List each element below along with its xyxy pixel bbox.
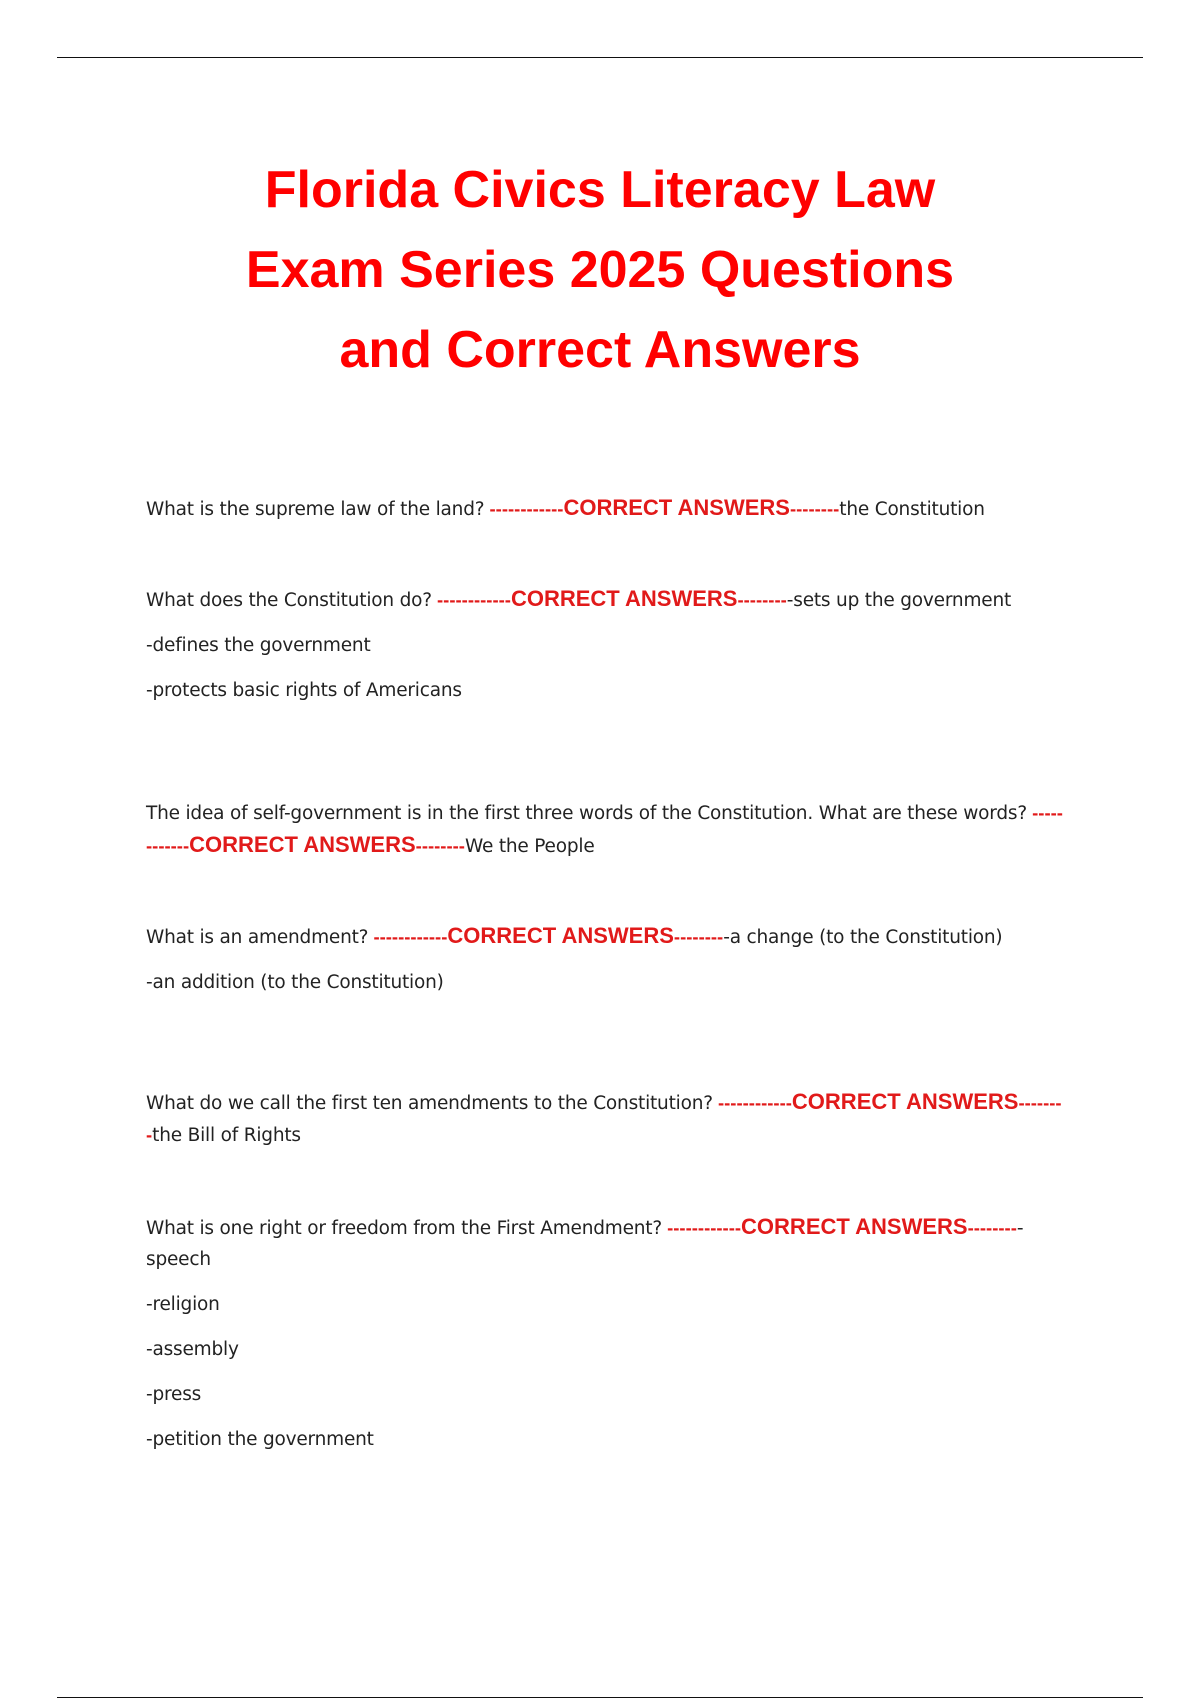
title-line: Exam Series 2025 Questions (245, 241, 955, 299)
answer-extra-line: -religion (146, 1294, 220, 1315)
question-text: What is the supreme law of the land? (146, 499, 485, 520)
answer-text: We the People (464, 836, 595, 857)
qa-question-line (146, 797, 1064, 862)
separator-dashes: ------------ (146, 802, 1063, 856)
separator-dashes: -------- (415, 835, 465, 856)
question-text: What do we call the first ten amendments to the Constitution? (146, 1093, 713, 1114)
question-text: What is one right or freedom from the First Amendment? (146, 1218, 662, 1239)
answer-extra-line: -protects basic rights of Americans (146, 680, 462, 701)
qa-question-line (146, 492, 1064, 525)
qa-item-4 (146, 920, 1064, 1012)
top-rule (57, 57, 1143, 58)
answer-text: -speech (146, 1218, 1024, 1270)
answer-text: -a change (to the Constitution) (723, 927, 1003, 948)
question-text: What does the Constitution do? (146, 590, 432, 611)
correct-answers-marker: CORRECT ANSWERS (791, 1089, 1019, 1114)
answer-extra-line: -press (146, 1384, 202, 1405)
answer-extra-line: -petition the government (146, 1429, 374, 1450)
qa-question-line (146, 1211, 1064, 1275)
qa-item-3 (146, 797, 1064, 876)
qa-item-5 (146, 1086, 1064, 1165)
separator-dashes: ------------ (661, 1217, 742, 1238)
answer-extra-line: -an addition (to the Constitution) (146, 972, 444, 993)
correct-answers-marker: CORRECT ANSWERS (563, 495, 790, 520)
answer-text: the Constitution (839, 499, 985, 520)
title-line: Florida Civics Literacy Law (264, 161, 936, 219)
correct-answers-marker: CORRECT ANSWERS (741, 1214, 968, 1239)
qa-question-line (146, 583, 1064, 616)
separator-dashes: ------------ (712, 1092, 792, 1113)
separator-dashes: -------- (673, 926, 724, 947)
correct-answers-marker: CORRECT ANSWERS (189, 832, 416, 857)
question-text: The idea of self-government is in the first three words of the Constitution. What are these words? (146, 803, 1027, 824)
qa-item-1 (146, 492, 1064, 539)
qa-item-2 (146, 583, 1064, 720)
separator-dashes: ------------ (431, 589, 511, 610)
answer-extra-line: -defines the government (146, 635, 371, 656)
answer-text: the Bill of Rights (152, 1125, 301, 1146)
title-line: and Correct Answers (339, 321, 861, 379)
document-title (0, 150, 1200, 390)
separator-dashes: -------- (967, 1217, 1017, 1238)
separator-dashes: ------------ (484, 498, 564, 519)
separator-dashes: -------- (789, 498, 840, 519)
question-text: What is an amendment? (146, 927, 369, 948)
qa-question-line (146, 1086, 1064, 1151)
correct-answers-marker: CORRECT ANSWERS (447, 923, 674, 948)
separator-dashes: ------------ (368, 926, 448, 947)
qa-question-line (146, 920, 1064, 953)
bottom-rule (57, 1697, 1143, 1698)
answer-text: -sets up the government (786, 590, 1012, 611)
separator-dashes: -------- (737, 589, 787, 610)
qa-item-6 (146, 1211, 1064, 1469)
correct-answers-marker: CORRECT ANSWERS (510, 586, 738, 611)
answer-extra-line: -assembly (146, 1339, 239, 1360)
separator-dashes: -------- (146, 1092, 1062, 1145)
